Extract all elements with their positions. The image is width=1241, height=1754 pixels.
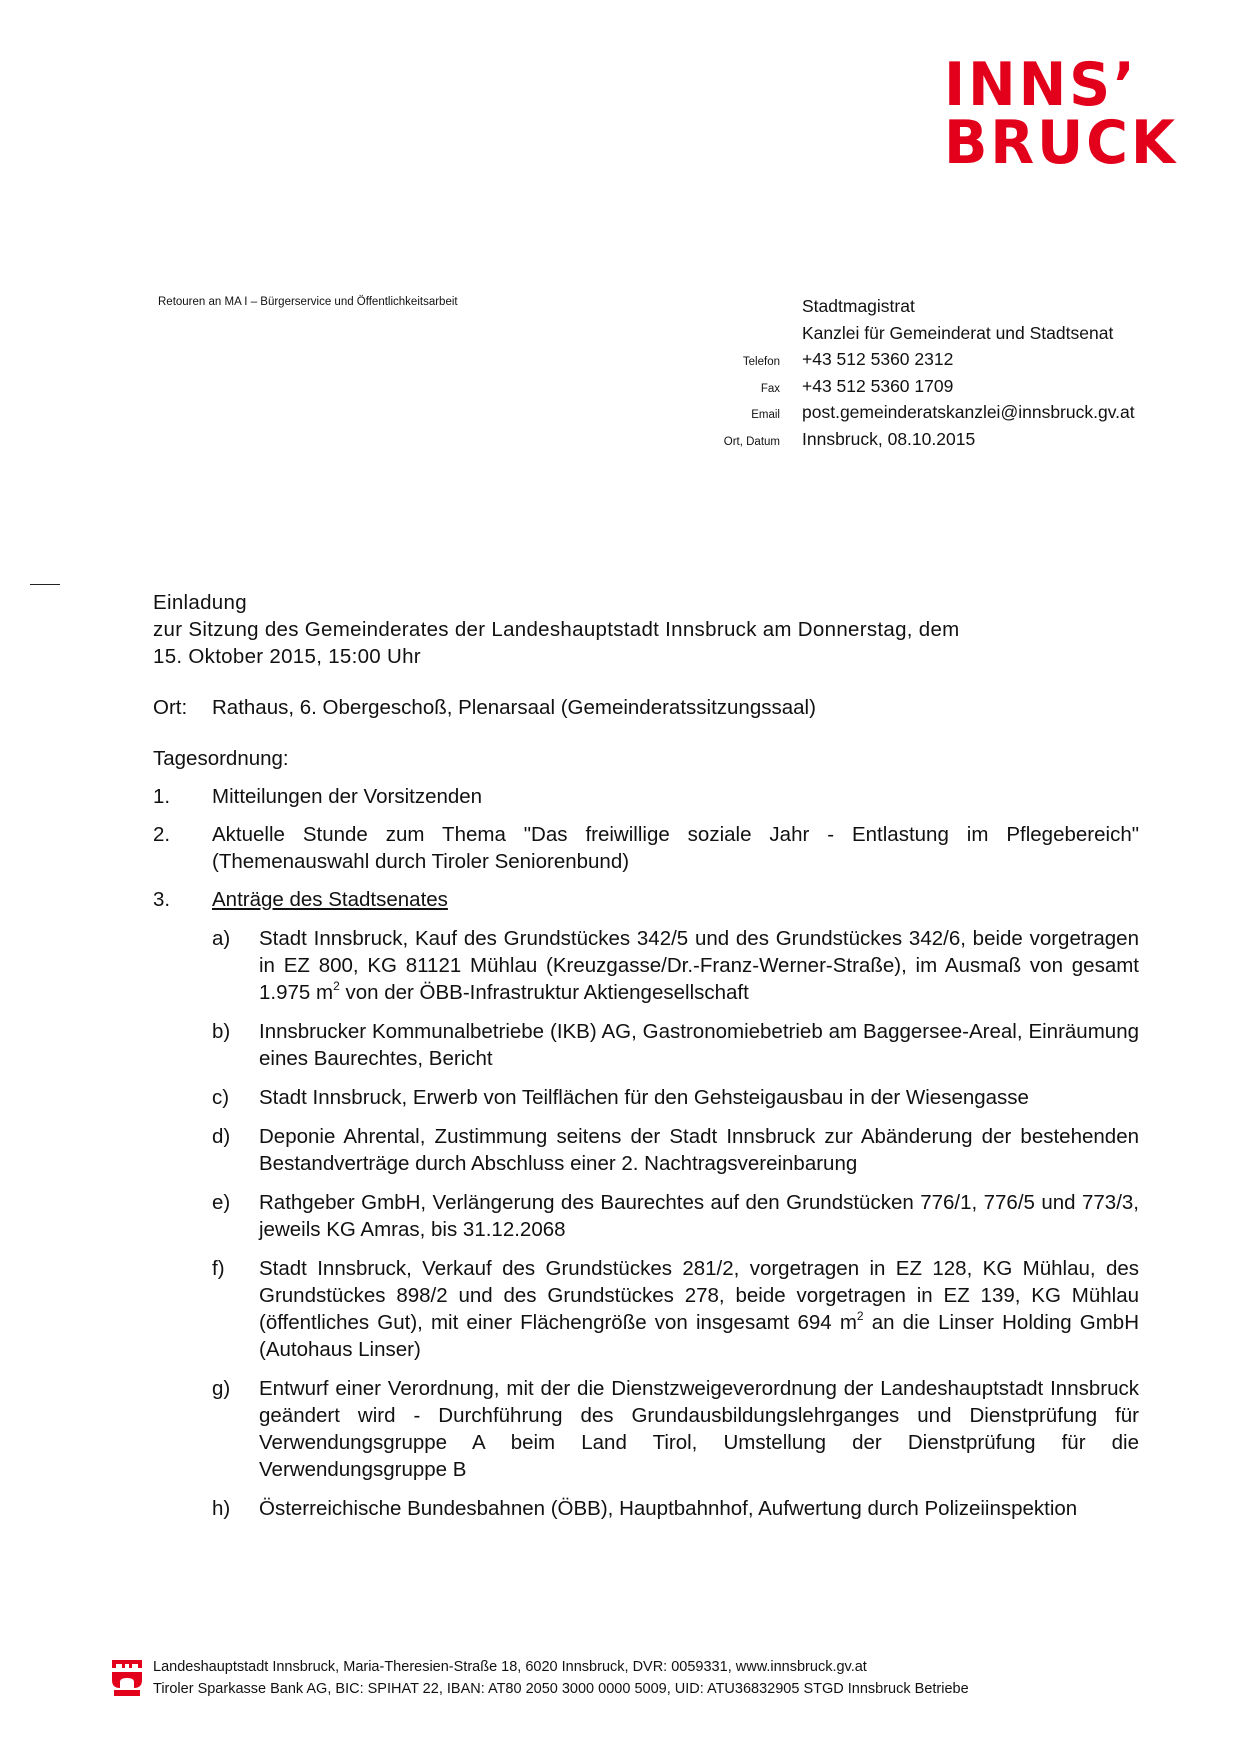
sub-letter: c) — [212, 1086, 230, 1109]
sub-text: Österreichische Bundesbahnen (ÖBB), Hauptbahnhof, Aufwertung durch Polizeiinspektion — [259, 1497, 1078, 1520]
sub-text: Entwurf einer Verordnung, mit der die Dienstzweigeverordnung der Landeshauptstadt Innsbruck geändert wird - Durchführung des Grundausbildungslehrganges und Dienstprüfung für Verwendungsgruppe A beim Land Tirol, Umstellung der Dienstprüfung für die Verwendungsgruppe B — [259, 1377, 1139, 1481]
footer-line-1: Landeshauptstadt Innsbruck, Maria-Theresien-Straße 18, 6020 Innsbruck, DVR: 0059331, www.innsbruck.gv.at — [153, 1659, 867, 1675]
agenda-item-2 — [153, 821, 1139, 875]
sub-letter: d) — [212, 1125, 231, 1148]
sub-text: Innsbrucker Kommunalbetriebe (IKB) AG, Gastronomiebetrieb am Baggersee-Areal, Einräumung eines Baurechtes, Bericht — [259, 1020, 1139, 1070]
footer-line-2: Tiroler Sparkasse Bank AG, BIC: SPIHAT 22, IBAN: AT80 2050 3000 0000 5009, UID: ATU36832905 STGD Innsbruck Betriebe — [153, 1681, 969, 1697]
sub-letter: h) — [212, 1497, 231, 1520]
sub-item-b — [212, 1018, 1139, 1072]
title-line-2: zur Sitzung des Gemeinderates der Landeshauptstadt Innsbruck am Donnerstag, dem — [153, 618, 960, 641]
phone-value: +43 512 5360 2312 — [802, 349, 954, 369]
title-line-3: 15. Oktober 2015, 15:00 Uhr — [153, 645, 421, 668]
location-value: Rathaus, 6. Obergeschoß, Plenarsaal (Gemeinderatssitzungssaal) — [212, 696, 816, 719]
footer-text — [153, 1656, 969, 1700]
return-address: Retouren an MA I – Bürgerservice und Öffentlichkeitsarbeit — [158, 296, 458, 308]
sub-text: Stadt Innsbruck, Erwerb von Teilflächen für den Gehsteigausbau in der Wiesengasse — [259, 1086, 1029, 1109]
sub-item-g — [212, 1375, 1139, 1483]
location-label: Ort: — [153, 696, 188, 719]
sender-email-row — [640, 402, 1200, 429]
agenda-number: 1. — [153, 785, 171, 808]
sender-org-row — [640, 296, 1200, 323]
email-label: Email — [751, 409, 780, 421]
innsbruck-logo — [944, 50, 1188, 178]
agenda-text: Anträge des Stadtsenates — [212, 888, 448, 911]
sub-text: Stadt Innsbruck, Verkauf des Grundstückes 281/2, vorgetragen in EZ 128, KG Mühlau, des Grundstückes 898/2 und des Grundstückes 278, beide vorgetragen in EZ 139, KG Mühlau (öffentliches Gut), mit einer Flächengröße von insgesamt 694 $m^2$ an die Linser Holding GmbH (Autohaus Linser) — [259, 1257, 1139, 1361]
agenda-number: 2. — [153, 823, 171, 846]
sender-department: Kanzlei für Gemeinderat und Stadtsenat — [802, 322, 1114, 343]
sub-letter: f) — [212, 1257, 225, 1280]
sub-letter: b) — [212, 1020, 231, 1043]
sub-text: Rathgeber GmbH, Verlängerung des Baurechtes auf den Grundstücken 776/1, 776/5 und 773/3, jeweils KG Amras, bis 31.12.2068 — [259, 1191, 1139, 1241]
city-emblem-icon — [110, 1658, 144, 1698]
email-value[interactable]: post.gemeinderatskanzlei@innsbruck.gv.at — [802, 402, 1135, 422]
sender-date-row — [640, 429, 1200, 456]
agenda-title: Tagesordnung: — [153, 747, 289, 770]
sender-department-row — [640, 323, 1200, 350]
sub-item-e — [212, 1189, 1139, 1243]
sub-letter: e) — [212, 1191, 231, 1214]
sub-item-h — [212, 1495, 1139, 1522]
agenda-number: 3. — [153, 888, 171, 911]
sub-letter: g) — [212, 1377, 231, 1400]
sub-item-d — [212, 1123, 1139, 1177]
sub-text: Stadt Innsbruck, Kauf des Grundstückes 342/5 und des Grundstückes 342/6, beide vorgetragen in EZ 800, KG 81121 Mühlau (Kreuzgasse/Dr.-Franz-Werner-Straße), im Ausmaß von gesamt 1.975 $m^2$ von der ÖBB-Infrastruktur Aktiengesellschaft — [259, 927, 1139, 1004]
sender-org: Stadtmagistrat — [802, 296, 915, 316]
phone-label: Telefon — [742, 356, 780, 368]
logo-line-2: BRUCK — [944, 108, 1178, 178]
fold-mark — [30, 584, 60, 585]
date-label: Ort, Datum — [723, 435, 780, 448]
logo-line-1: INNS’ — [944, 50, 1138, 120]
sub-item-a — [212, 925, 1139, 1006]
sub-item-c — [212, 1084, 1139, 1111]
sub-letter: a) — [212, 927, 231, 950]
fax-value: +43 512 5360 1709 — [802, 375, 954, 396]
title-line-1: Einladung — [153, 591, 247, 614]
invitation-title — [153, 589, 1139, 670]
sub-item-f — [212, 1255, 1139, 1363]
sender-fax-row — [640, 376, 1200, 403]
location-row — [153, 694, 1139, 721]
agenda-text: Aktuelle Stunde zum Thema "Das freiwillige soziale Jahr - Entlastung im Pflegebereich" (Themenauswahl durch Tiroler Seniorenbund) — [212, 823, 1139, 873]
date-value: Innsbruck, 08.10.2015 — [802, 428, 976, 449]
agenda-text: Mitteilungen der Vorsitzenden — [212, 785, 483, 808]
agenda-item-1 — [153, 783, 1139, 810]
sub-text: Deponie Ahrental, Zustimmung seitens der Stadt Innsbruck zur Abänderung der bestehenden Bestandverträge durch Abschluss einer 2. Nachtragsvereinbarung — [259, 1125, 1139, 1175]
agenda-item-3 — [153, 886, 1139, 913]
fax-label: Fax — [760, 382, 780, 395]
letter-body — [153, 589, 1139, 1522]
sender-phone-row — [640, 349, 1200, 376]
sender-block — [640, 296, 1200, 455]
